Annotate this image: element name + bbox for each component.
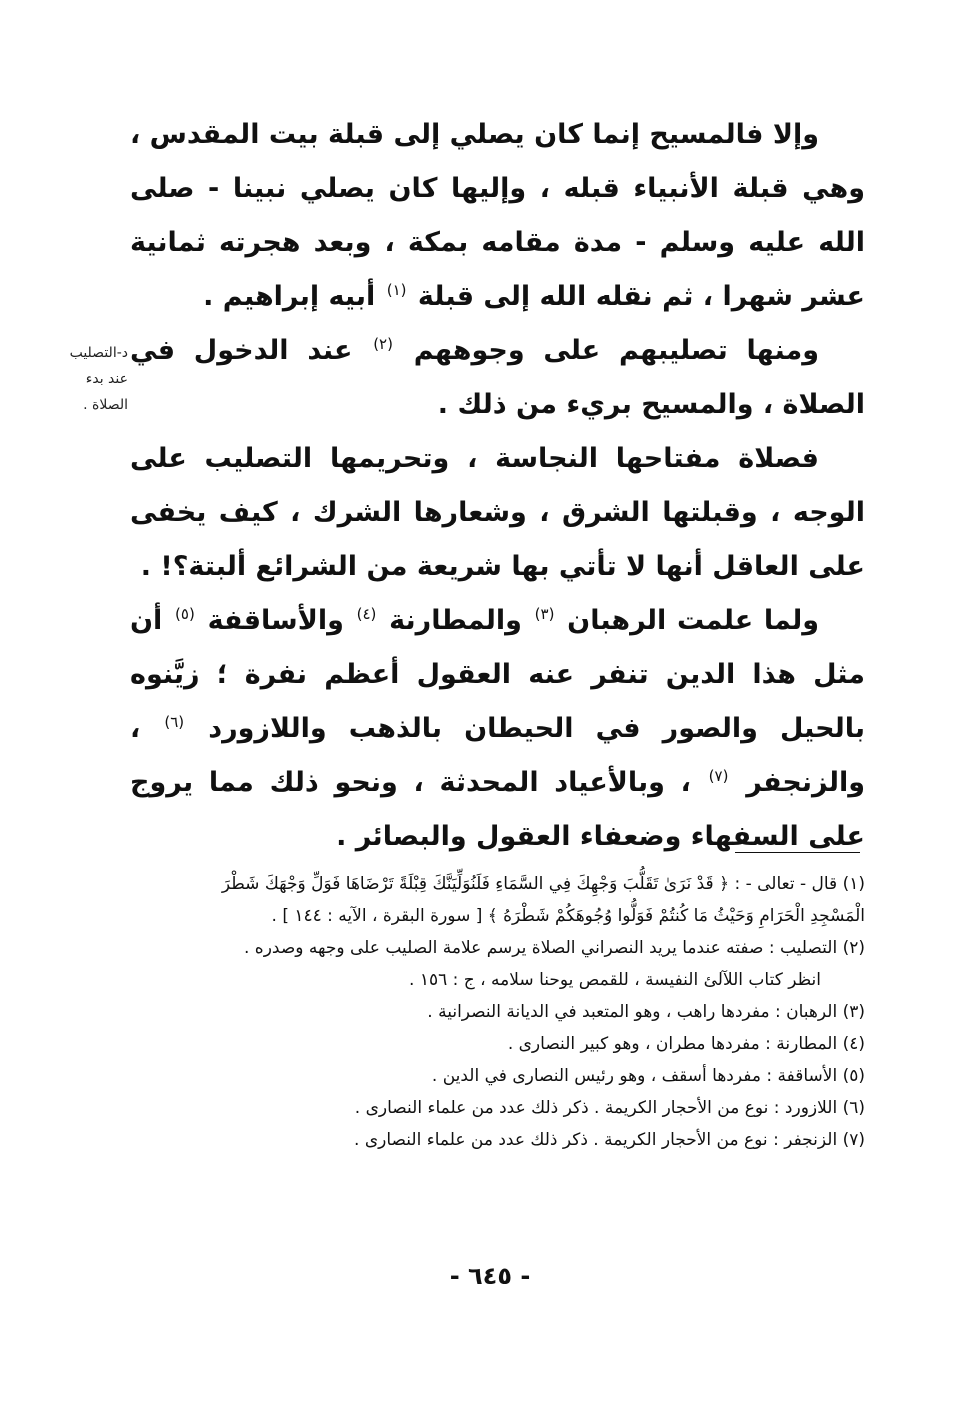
footnote-line: انظر كتاب اللآلئ النفيسة ، للقمص يوحنا سلامه ، ج : ١٥٦ . [409,970,821,990]
footnote-ref: (١) [386,281,407,299]
footnote-line: (٥) الأساقفة : مفردها أسقف ، وهو رئيس النصارى في الدين . [431,1066,865,1086]
main-text [130,108,865,864]
margin-heading-line: الصلاة . [83,397,128,413]
paragraph-text: ، والزنجفر [130,713,866,798]
footnote-ref: (٣) [534,605,555,623]
footnote-ref: (٤) [356,605,377,623]
footnote-ref: (٦) [164,713,185,731]
footnote-line: (٤) المطارنة : مفردها مطران ، وهو كبير النصارى . [507,1034,865,1054]
paragraph [130,594,865,864]
footnote-line: (٢) التصليب : صفته عندما يريد النصراني الصلاة يرسم علامة الصليب على وجهه وصدره . [244,938,865,958]
footnote-ref: (٢) [373,335,393,353]
paragraph [130,108,865,324]
page-number: - ٦٤٥ - [449,1262,531,1290]
footnotes [125,868,865,1156]
footnote-line: (٣) الرهبان : مفردها راهب ، وهو المتعبد في الديانة النصرانية . [427,1002,865,1022]
paragraph [130,432,865,594]
footnote-divider [735,852,860,853]
paragraph-text: ولما علمت الرهبان [567,605,820,636]
paragraph [130,324,865,432]
paragraph-text: أن مثل هذا الدين تنفر عنه العقول أعظم نفرة ؛ زيَّنوه بالحيل والصور في الحيطان بالذهب واللازورد [130,605,865,744]
footnote-ref: (٧) [708,767,729,785]
margin-heading-line: عند بدء [85,371,128,387]
footnote-line: (٦) اللازورد : نوع من الأحجار الكريمة . ذكر ذلك عدد من علماء النصارى . [354,1098,865,1118]
paragraph-text: أبيه إبراهيم . [203,281,376,312]
paragraph-text: والأساقفة [207,605,344,636]
paragraph-text: فصلاة مفتاحها النجاسة ، وتحريمها التصليب على الوجه ، وقبلتها الشرق ، وشعارها الشرك ، كيف يخفى على العاقل أنها لا تأتي بها شريعة من الشرائع ألبتة؟! . [130,443,865,582]
footnote-line: (١) قال - تعالى - : ﴿ قَدْ نَرَىٰ تَقَلُّبَ وَجْهِكَ فِي السَّمَاءِ فَلَنُوَلِّيَنَّكَ قِبْلَةً تَرْضَاهَا فَوَلِّ وَجْهَكَ شَطْرَ [221,874,865,894]
footnote-ref: (٥) [175,605,195,623]
paragraph-text: ومنها تصليبهم على وجوههم [413,335,820,366]
footnote-line: (٧) الزنجفر : نوع من الأحجار الكريمة . ذكر ذلك عدد من علماء النصارى . [354,1130,865,1150]
margin-heading [20,340,128,418]
paragraph-text: وإلا فالمسيح إنما كان يصلي إلى قبلة بيت المقدس ، وهي قبلة الأنبياء قبله ، وإليها كان يصلي نبينا - صلى الله عليه وسلم - مدة مقامه بمكة ، وبعد هجرته ثمانية عشر شهرا ، ثم نقله الله إلى قبلة [130,119,865,312]
footnote-line: الْمَسْجِدِ الْحَرَامِ وَحَيْثُ مَا كُنتُمْ فَوَلُّوا وُجُوهَكُمْ شَطْرَهُ ﴾ [ سورة البقرة ، الآيه : ١٤٤ ] . [271,906,865,926]
paragraph-text: عند الدخول في الصلاة ، والمسيح بريء من ذلك . [130,335,865,420]
paragraph-text: والمطارنة [389,605,522,636]
paragraph-text: ، وبالأعياد المحدثة ، ونحو ذلك مما يروج على السفهاء وضعفاء العقول والبصائر . [130,767,865,852]
margin-heading-line: د-التصليب [69,345,128,361]
